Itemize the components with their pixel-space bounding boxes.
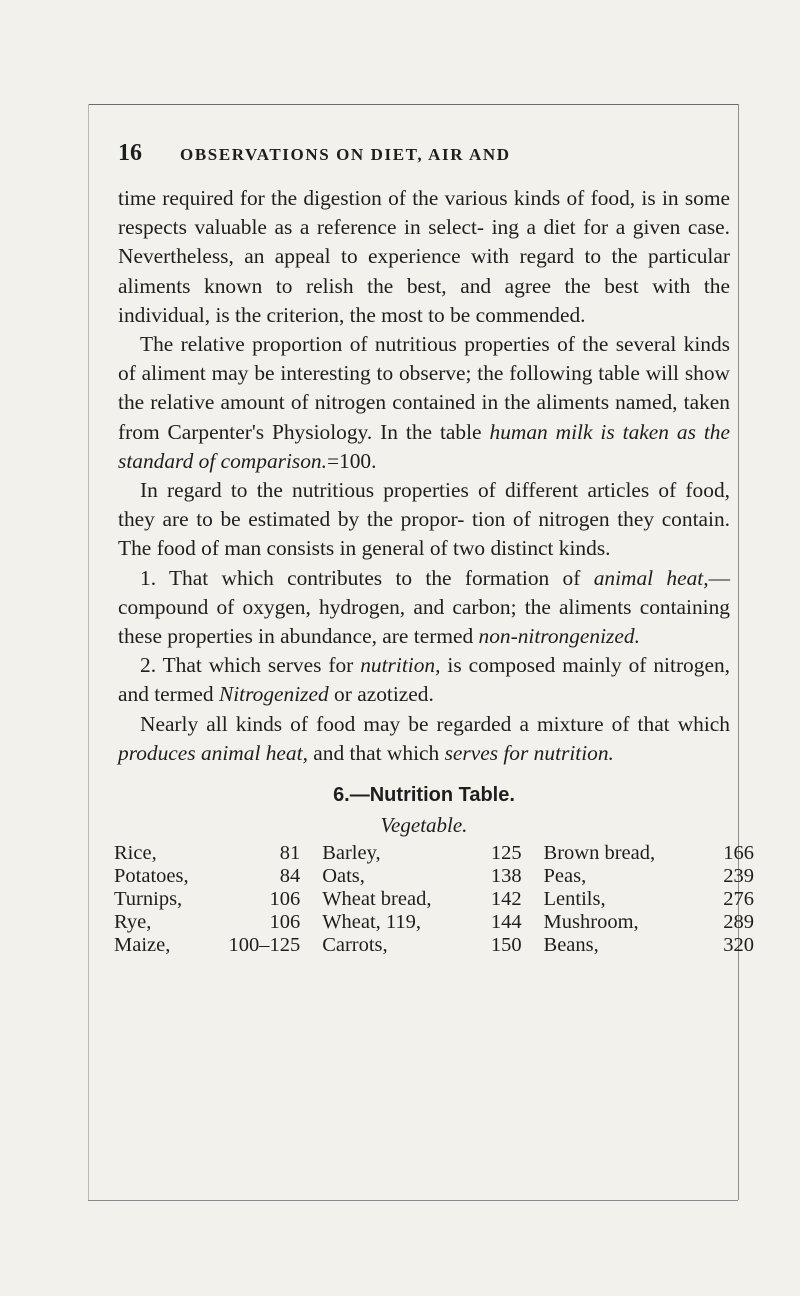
paragraph: 1. That which contributes to the formation of animal heat,—compound of oxygen, hydrogen, and carbon; the aliments containing these properties in abundance, are termed non-nitrongenized.	[118, 565, 730, 649]
food-name: Beans,	[543, 934, 599, 957]
paragraph: time required for the digestion of the various kinds of food, is in some respects valuable as a reference in select- ing a diet for a given case. Nevertheless, an appeal to experience with regard to the particular aliments known to relish the best, and agree the best with the individual, is the criterion, the most to be commended.	[118, 186, 730, 327]
nitrogen-value: 81	[279, 842, 301, 865]
nitrogen-value: 144	[490, 911, 522, 934]
column-gap	[522, 865, 544, 888]
column-gap	[300, 911, 322, 934]
table-row	[114, 888, 754, 911]
table-row	[114, 865, 754, 888]
nitrogen-value: 106	[269, 888, 301, 911]
bottom-rule	[88, 1200, 738, 1201]
food-name: Oats,	[322, 865, 365, 888]
food-name: Peas,	[543, 865, 587, 888]
food-name: Mushroom,	[543, 911, 639, 934]
table-row	[114, 934, 754, 957]
paragraph: The relative proportion of nutritious properties of the several kinds of aliment may be interesting to observe; the following table will show the relative amount of nitrogen contained in the aliments named, taken from Carpenter's Physiology. In the table human milk is taken as the standard of comparison.=100.	[118, 332, 730, 473]
page-number: 16	[118, 140, 142, 166]
food-name: Maize,	[114, 934, 171, 957]
food-name: Lentils,	[543, 888, 606, 911]
paragraph: 2. That which serves for nutrition, is composed mainly of nitrogen, and termed Nitrogenized or azotized.	[118, 653, 730, 707]
paragraph: In regard to the nutritious properties of different articles of food, they are to be estimated by the propor- tion of nitrogen they contain. The food of man consists in general of two distinct kinds.	[118, 478, 730, 561]
nitrogen-value: 289	[723, 911, 754, 934]
nutrition-table-block	[114, 780, 754, 957]
food-name: Rye,	[114, 911, 152, 934]
book-page	[114, 140, 754, 957]
food-name: Carrots,	[322, 934, 388, 957]
column-gap	[522, 842, 544, 865]
table-title: 6.—Nutrition Table.	[333, 784, 515, 807]
nitrogen-value: 100–125	[228, 934, 301, 957]
running-title: OBSERVATIONS ON DIET, AIR AND	[180, 145, 511, 164]
food-name: Turnips,	[114, 888, 183, 911]
column-gap	[522, 911, 544, 934]
body-text	[118, 184, 730, 768]
table-row	[114, 911, 754, 934]
column-gap	[522, 888, 544, 911]
food-name: Brown bread,	[543, 842, 656, 865]
nitrogen-value: 276	[723, 888, 754, 911]
table-row	[114, 842, 754, 865]
column-gap	[300, 865, 322, 888]
nitrogen-value: 106	[269, 911, 301, 934]
table-subtitle: Vegetable.	[380, 813, 468, 838]
running-head	[118, 140, 730, 180]
top-rule	[88, 104, 738, 105]
food-name: Wheat, 119,	[322, 911, 422, 934]
nitrogen-value: 166	[723, 842, 754, 865]
nitrogen-value: 320	[723, 934, 754, 957]
nutrition-table	[114, 842, 754, 957]
column-gap	[300, 842, 322, 865]
paragraph: Nearly all kinds of food may be regarded a mixture of that which produces animal heat, and that which serves for nutrition.	[118, 711, 730, 765]
column-gap	[300, 934, 322, 957]
nitrogen-value: 125	[490, 842, 522, 865]
food-name: Barley,	[322, 842, 381, 865]
column-gap	[522, 934, 544, 957]
food-name: Potatoes,	[114, 865, 189, 888]
nitrogen-value: 84	[279, 865, 301, 888]
nitrogen-value: 239	[723, 865, 754, 888]
left-page-edge	[88, 104, 89, 1200]
food-name: Wheat bread,	[322, 888, 432, 911]
nitrogen-value: 142	[490, 888, 522, 911]
nitrogen-value: 150	[490, 934, 522, 957]
right-page-edge	[738, 104, 739, 1200]
nitrogen-value: 138	[490, 865, 522, 888]
food-name: Rice,	[114, 842, 157, 865]
column-gap	[300, 888, 322, 911]
